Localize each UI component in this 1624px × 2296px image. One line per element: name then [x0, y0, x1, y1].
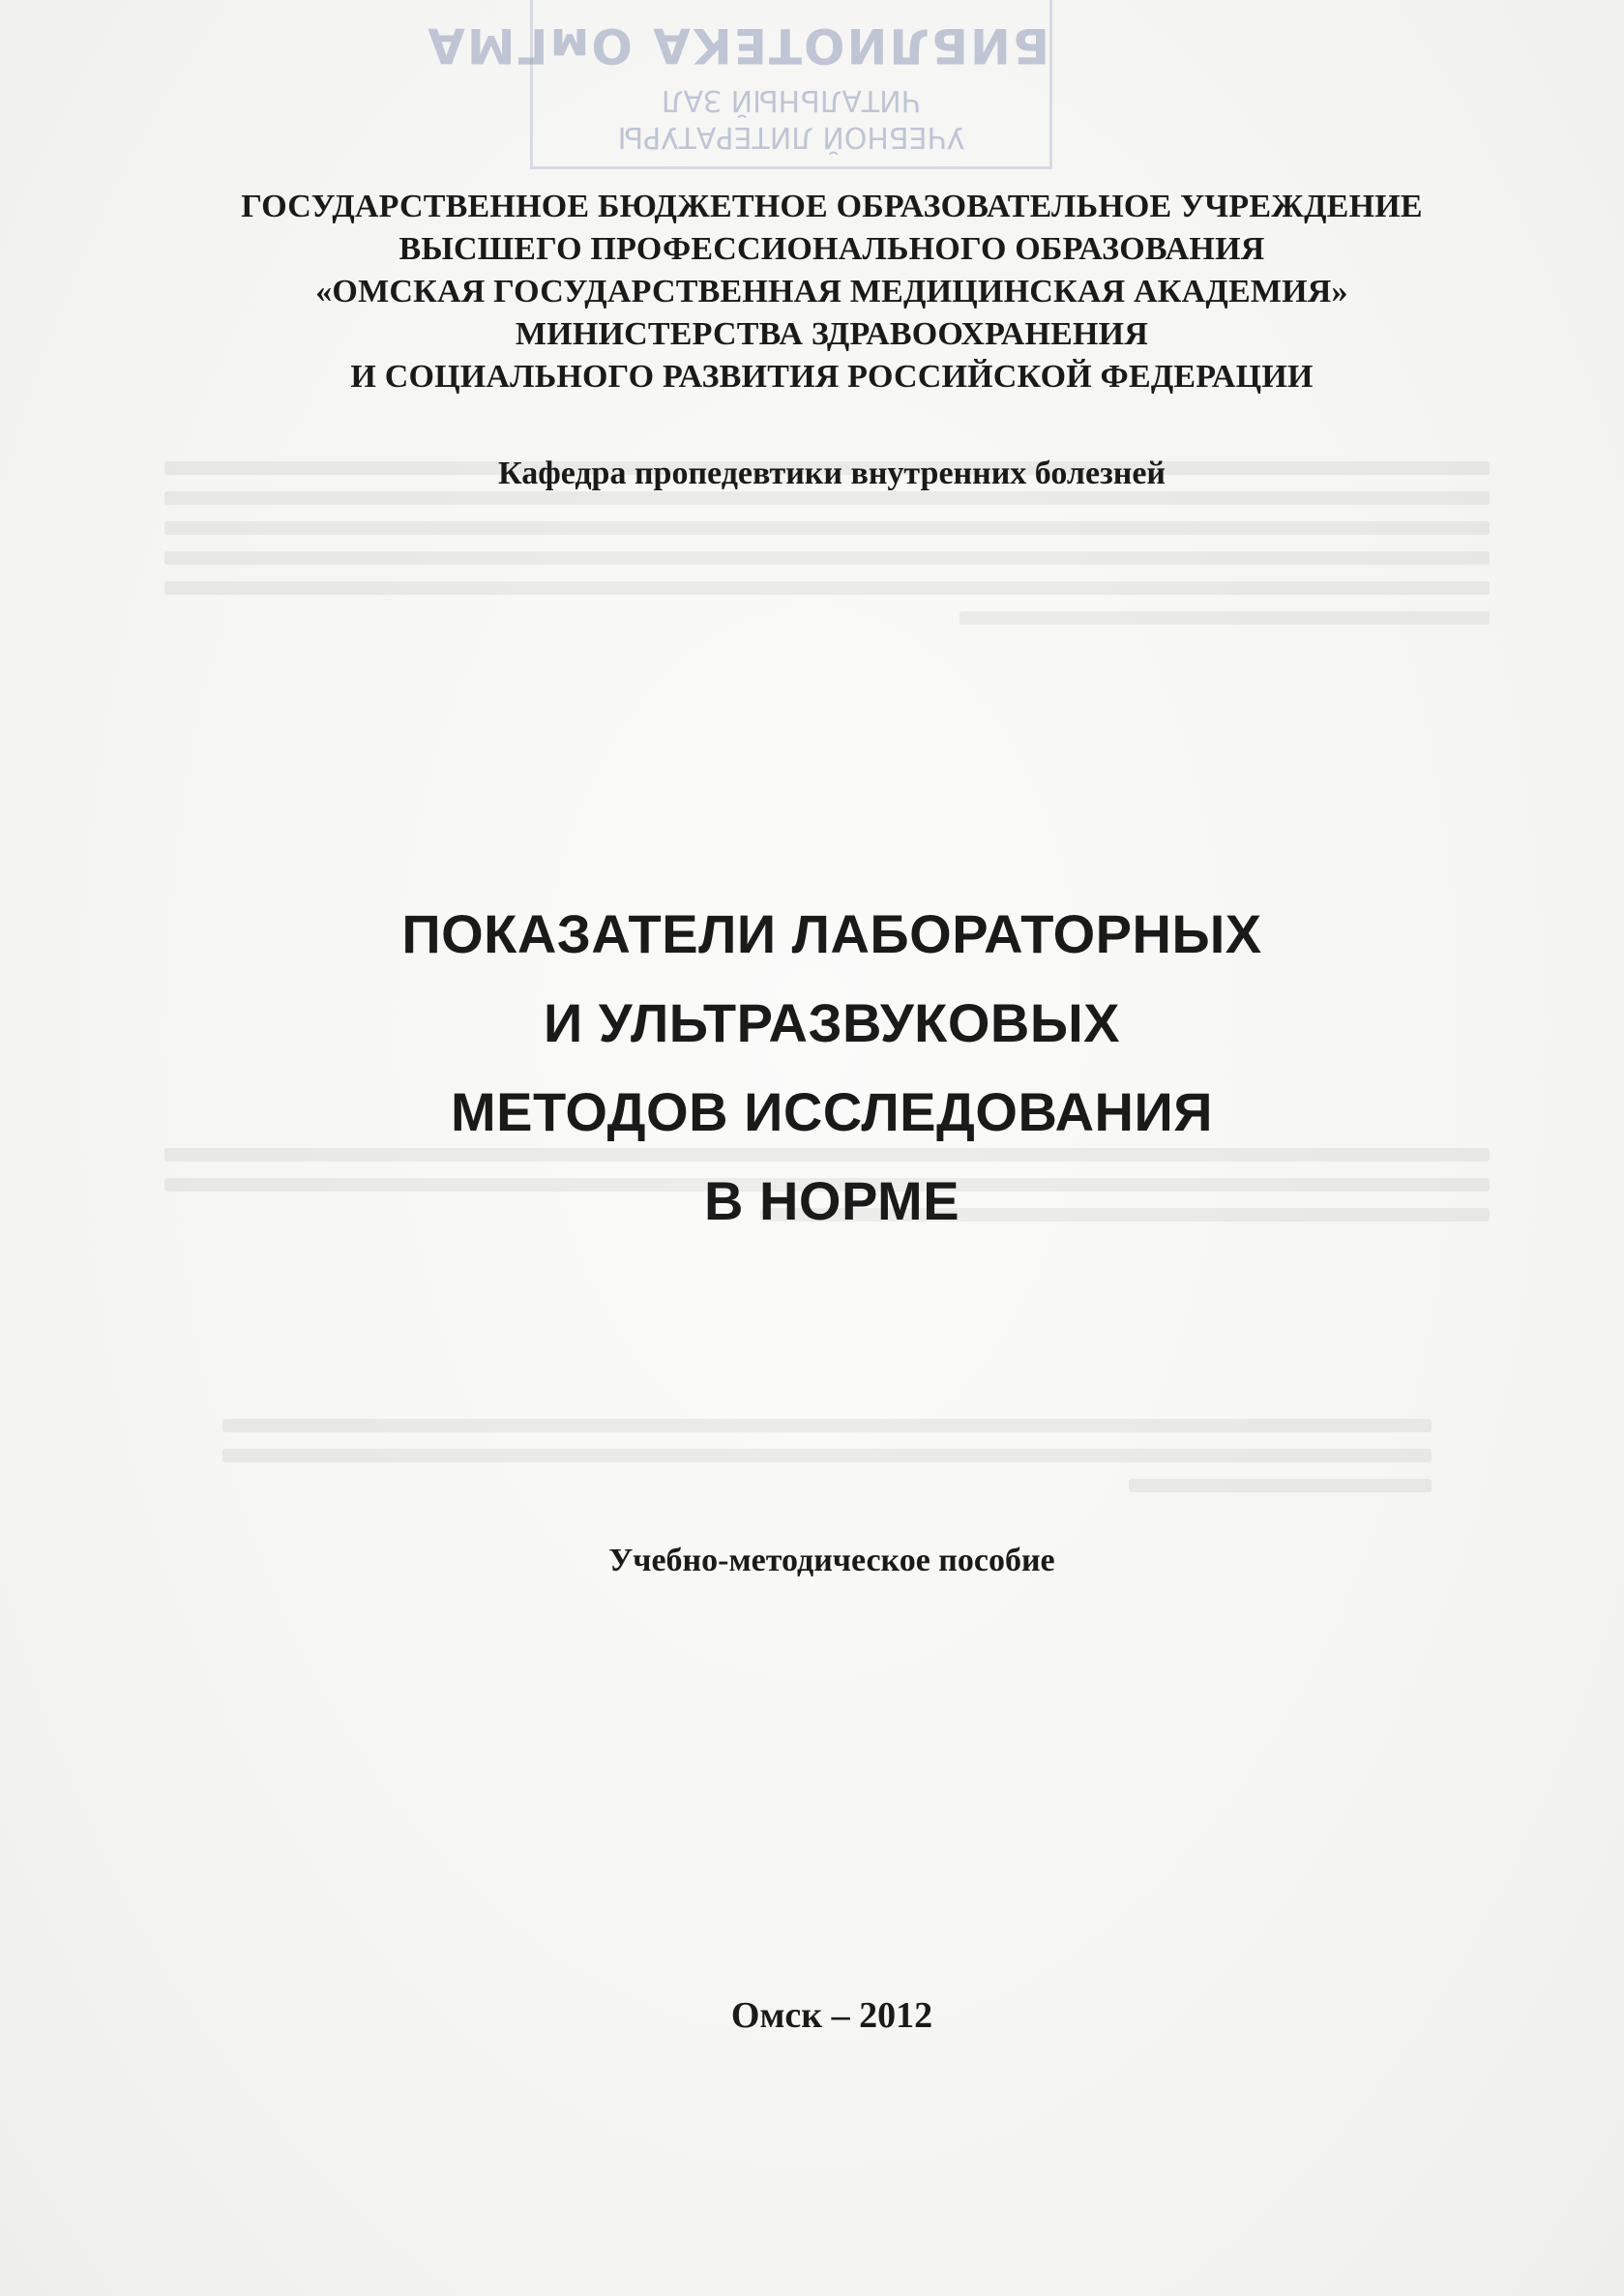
organization-line-1: ГОСУДАРСТВЕННОЕ БЮДЖЕТНОЕ ОБРАЗОВАТЕЛЬНОЕ УЧРЕЖДЕНИЕ	[241, 189, 1423, 224]
document-title	[116, 890, 1548, 1246]
organization-header	[116, 186, 1548, 398]
show-through-text	[222, 1402, 1432, 1509]
organization-line-2: ВЫСШЕГО ПРОФЕССИОНАЛЬНОГО ОБРАЗОВАНИЯ	[399, 231, 1265, 267]
organization-line-5: И СОЦИАЛЬНОГО РАЗВИТИЯ РОССИЙСКОЙ ФЕДЕРАЦИИ	[350, 359, 1314, 395]
title-line-1: ПОКАЗАТЕЛИ ЛАБОРАТОРНЫХ	[401, 903, 1262, 964]
stamp-line-3: УЧЕБНОЙ ЛИТЕРАТУРЫ	[617, 120, 965, 154]
department-name: Кафедра пропедевтики внутренних болезней	[497, 456, 1166, 491]
title-line-4: В НОРМЕ	[703, 1170, 960, 1231]
stamp-line-2: ЧИТАЛЬНЫЙ ЗАЛ	[661, 83, 922, 117]
organization-line-3: «ОМСКАЯ ГОСУДАРСТВЕННАЯ МЕДИЦИНСКАЯ АКАДЕМИЯ»	[315, 274, 1348, 309]
stamp-line-1: БИБЛИОТЕКА ОмГМА	[426, 17, 1049, 74]
title-line-3: МЕТОДОВ ИССЛЕДОВАНИЯ	[451, 1081, 1213, 1142]
document-type: Учебно-методическое пособие	[608, 1543, 1055, 1578]
title-line-2: И УЛЬТРАЗВУКОВЫХ	[543, 992, 1121, 1053]
organization-line-4: МИНИСТЕРСТВА ЗДРАВООХРАНЕНИЯ	[515, 316, 1149, 352]
place-and-year: Омск – 2012	[730, 1995, 933, 2036]
library-stamp	[426, 0, 1052, 169]
